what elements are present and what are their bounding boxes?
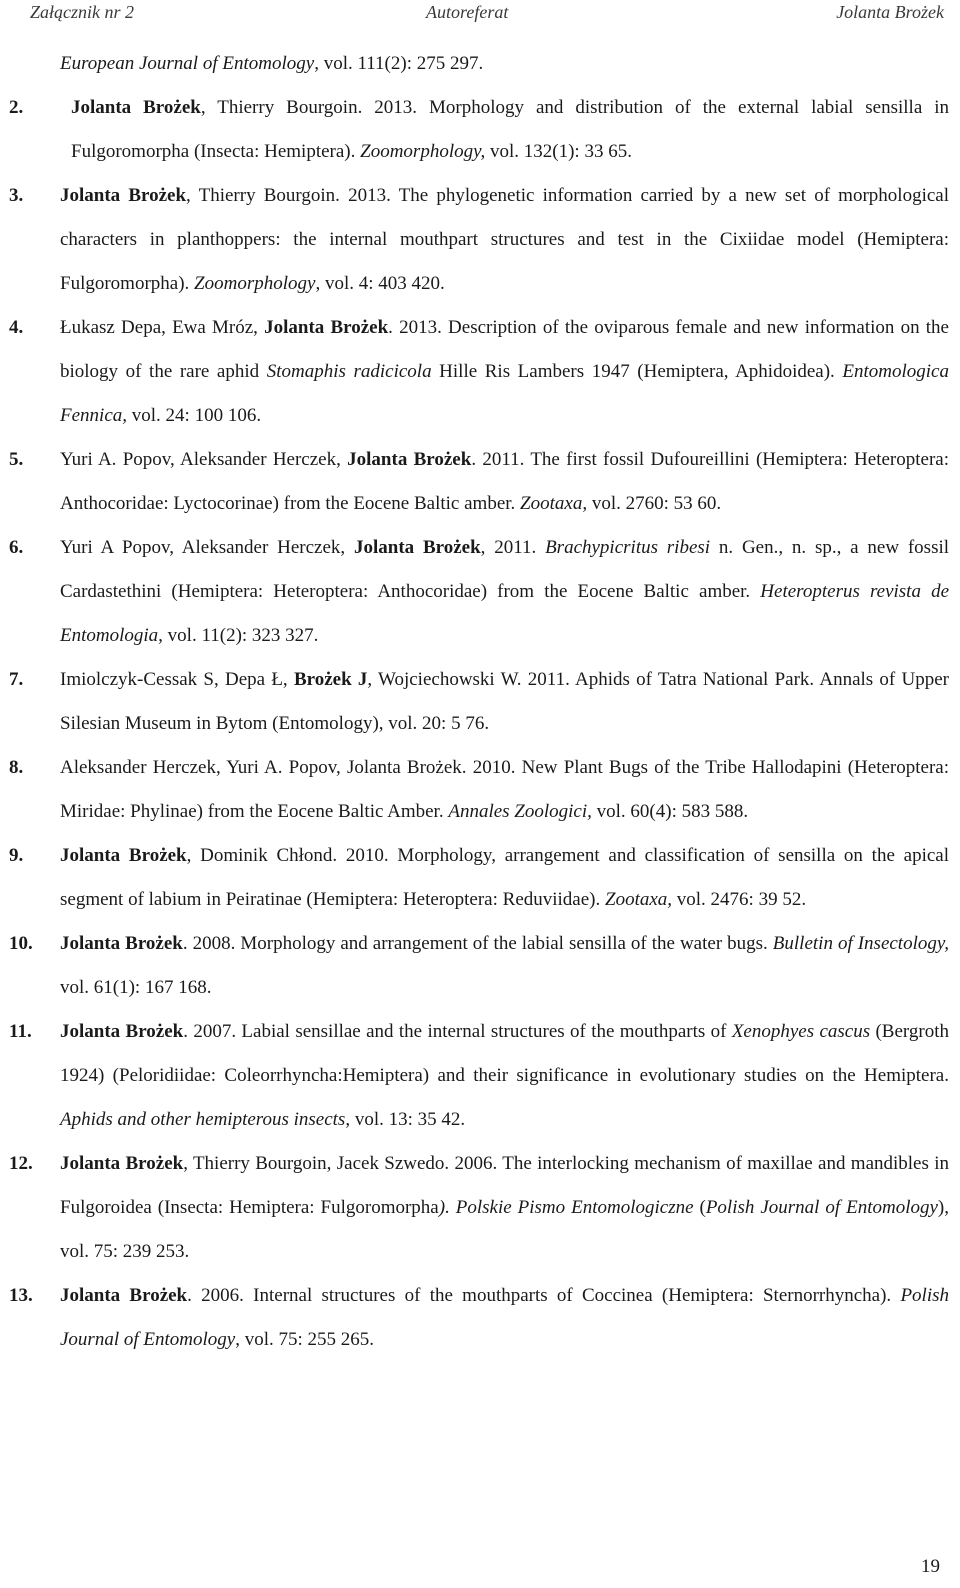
reference-entry: 9. Jolanta Brożek, Dominik Chłond. 2010. Morphology, arrangement and classification of sensilla on the apical segment of labium in Peiratinae (Hemiptera: Heteroptera: Reduviidae). Zootaxa, vol. 2476: 39 52. [9, 834, 949, 922]
entry-number: 10. [9, 933, 33, 954]
reference-entry: 12. Jolanta Brożek, Thierry Bourgoin, Jacek Szwedo. 2006. The interlocking mechanism of maxillae and mandibles in Fulgoroidea (Insecta: Hemiptera: Fulgoromorpha). Polskie Pismo Entomologiczne (Polish Journal of Entomology), vol. 75: 239 253. [9, 1142, 949, 1274]
author-highlight: Jolanta Brożek [60, 185, 187, 206]
journal-name: European Journal of Entomology [60, 53, 315, 74]
entry-number: 5. [9, 449, 24, 470]
reference-entry: 7. Imiolczyk-Cessak S, Depa Ł, Brożek J, Wojciechowski W. 2011. Aphids of Tatra National Park. Annals of Upper Silesian Museum in Bytom (Entomology), vol. 20: 5 76. [9, 658, 949, 746]
reference-entry: 4. Łukasz Depa, Ewa Mróz, Jolanta Brożek. 2013. Description of the oviparous female and new information on the biology of the rare aphid Stomaphis radicicola Hille Ris Lambers 1947 (Hemiptera, Aphidoidea). Entomologica Fennica, vol. 24: 100 106. [9, 306, 949, 438]
entry-number: 11. [9, 1021, 32, 1042]
author-highlight: Jolanta Brożek [264, 317, 389, 338]
author-highlight: Jolanta Brożek [71, 97, 201, 118]
species-name: Brachypicritus ribesi [545, 537, 711, 558]
journal-name: Annales Zoologici, [448, 801, 592, 822]
page-header [30, 2, 944, 26]
journal-name-en: Polish Journal of Entomology [705, 1197, 938, 1218]
journal-name: Zootaxa, [520, 493, 588, 514]
reference-entry: 10. Jolanta Brożek. 2008. Morphology and arrangement of the labial sensilla of the water bugs. Bulletin of Insectology, vol. 61(1): 167 168. [9, 922, 949, 1010]
entry-number: 13. [9, 1285, 33, 1306]
reference-entry: 6. Yuri A Popov, Aleksander Herczek, Jolanta Brożek, 2011. Brachypicritus ribesi n. Gen., n. sp., a new fossil Cardastethini (Hemiptera: Heteroptera: Anthocoridae) from the Eocene Baltic amber. Heteropterus revista de Entomologia, vol. 11(2): 323 327. [9, 526, 949, 658]
author-highlight: Jolanta Brożek [60, 933, 183, 954]
author-highlight: Jolanta Brożek [60, 1153, 184, 1174]
entry-number: 8. [9, 757, 24, 778]
author-highlight: Brożek J [293, 669, 368, 690]
entry-number: 6. [9, 537, 24, 558]
author-highlight: Jolanta Brożek [347, 449, 472, 470]
journal-name: Bulletin of Insectology, [772, 933, 949, 954]
author-highlight: Jolanta Brożek [353, 537, 481, 558]
author-highlight: Jolanta Brożek [60, 1021, 184, 1042]
author-highlight: Jolanta Brożek [60, 845, 187, 866]
journal-name: Zoomorphology, [360, 141, 486, 162]
entry-number: 9. [9, 845, 24, 866]
reference-entry: 8. Aleksander Herczek, Yuri A. Popov, Jolanta Brożek. 2010. New Plant Bugs of the Tribe Hallodapini (Heteroptera: Miridae: Phylinae) from the Eocene Baltic Amber. Annales Zoologici, vol. 60(4): 583 588. [9, 746, 949, 834]
reference-entry: 5. Yuri A. Popov, Aleksander Herczek, Jolanta Brożek. 2011. The first fossil Dufoureillini (Hemiptera: Heteroptera: Anthocoridae: Lyctocorinae) from the Eocene Baltic amber. Zootaxa, vol. 2760: 53 60. [9, 438, 949, 526]
entry-number: 12. [9, 1153, 33, 1174]
reference-entry: 11. Jolanta Brożek. 2007. Labial sensillae and the internal structures of the mouthparts of Xenophyes cascus (Bergroth 1924) (Peloridiidae: Coleorrhyncha:Hemiptera) and their significance in evolutionary studies on the Hemiptera. Aphids and other hemipterous insects, vol. 13: 35 42. [9, 1010, 949, 1142]
species-name: Xenophyes cascus [731, 1021, 871, 1042]
header-right: Jolanta Brożek [836, 2, 944, 22]
entry-number: 7. [9, 669, 24, 690]
journal-name: ). Polskie Pismo Entomologiczne [438, 1197, 694, 1218]
journal-name: Zootaxa, [605, 889, 673, 910]
journal-name: Aphids and other hemipterous insects [60, 1109, 346, 1130]
page-number: 19 [921, 1556, 940, 1577]
entry-number: 2. [9, 97, 24, 118]
reference-entry: 3. Jolanta Brożek, Thierry Bourgoin. 2013. The phylogenetic information carried by a new set of morphological characters in planthoppers: the internal mouthpart structures and test in the Cixiidae model (Hemiptera: Fulgoromorpha). Zoomorphology, vol. 4: 403 420. [9, 174, 949, 306]
continuation-line: European Journal of Entomology, vol. 111(2): 275 297. [60, 53, 484, 74]
reference-entry: 13. Jolanta Brożek. 2006. Internal structures of the mouthparts of Coccinea (Hemiptera: Sternorrhyncha). Polish Journal of Entomology, vol. 75: 255 265. [9, 1274, 949, 1362]
journal-name: Entomologica Fennica, [60, 361, 949, 426]
reference-list [9, 42, 949, 1362]
reference-entry: 2. Jolanta Brożek, Thierry Bourgoin. 2013. Morphology and distribution of the external labial sensilla in Fulgoromorpha (Insecta: Hemiptera). Zoomorphology, vol. 132(1): 33 65. [9, 86, 949, 174]
journal-name: Polish Journal of Entomology [60, 1285, 950, 1350]
author-highlight: Jolanta Brożek [60, 1285, 188, 1306]
header-middle: Autoreferat [426, 2, 509, 22]
entry-number: 4. [9, 317, 24, 338]
journal-name: Heteropterus revista de Entomologia, [60, 581, 950, 646]
species-name: Stomaphis radicicola [266, 361, 432, 382]
journal-name: Zoomorphology [194, 273, 316, 294]
header-left: Załącznik nr 2 [30, 2, 135, 22]
entry-number: 3. [9, 185, 24, 206]
